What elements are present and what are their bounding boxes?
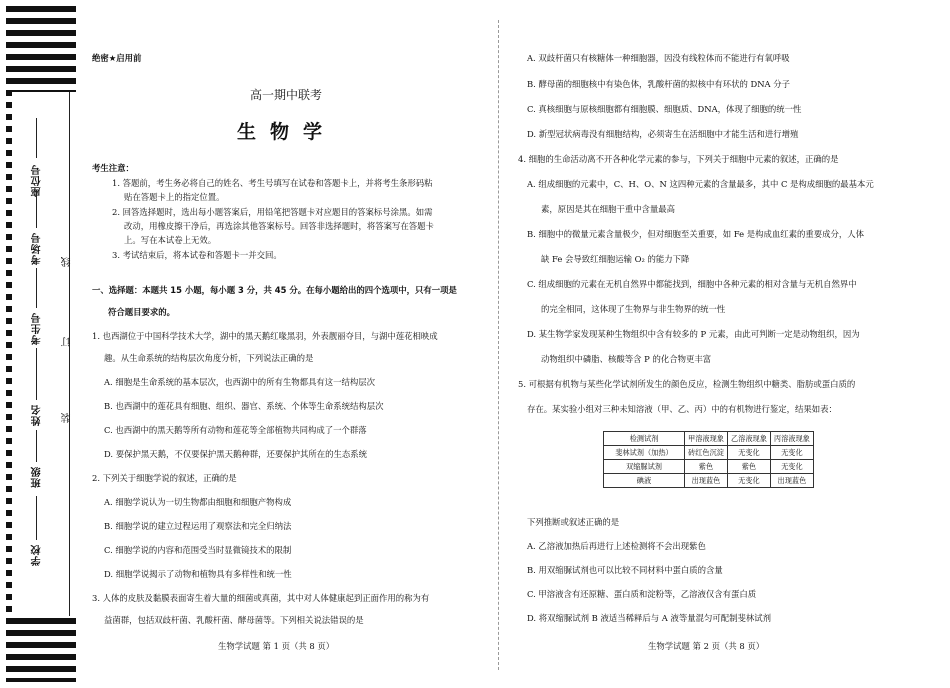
q4-option-d-cont: 动物组织中磷脂、核酸等含 P 的化合物更丰富 — [541, 354, 712, 364]
name-field — [36, 348, 37, 400]
bind-mark: 装 — [62, 412, 73, 423]
q1-option-d: D. 要保护黑天鹅，不仅要保护黑天鹅种群，还要保护其所在的生态系统 — [104, 449, 367, 459]
q1-stem-cont: 趣。从生命系统的结构层次角度分析，下列说法正确的是 — [104, 353, 314, 363]
section-heading-cont: 符合题目要求的。 — [108, 307, 175, 317]
experiment-table — [603, 431, 814, 488]
name-label: 姓名 — [32, 404, 43, 426]
table-header-cell: 甲溶液现象 — [685, 432, 728, 446]
school-field — [36, 496, 37, 540]
q5-option-d: D. 将双缩脲试剂 B 液适当稀释后与 A 液等量混匀可配制斐林试剂 — [527, 613, 771, 623]
q5-option-c: C. 甲溶液含有还原糖、蛋白质和淀粉等，乙溶液仅含有蛋白质 — [527, 589, 757, 599]
q4-option-a-cont: 素，原因是其在细胞干重中含量最高 — [541, 204, 675, 214]
table-cell: 出现蓝色 — [685, 474, 728, 488]
q3-stem-cont: 益菌群，包括双歧杆菌、乳酸杆菌、酵母菌等。下列相关说法错误的是 — [104, 615, 364, 625]
line-mark: 线 — [62, 256, 73, 267]
q3-stem: 3. 人体的皮肤及黏膜表面寄生着大量的细菌或真菌，其中对人体健康起到正面作用的称为有 — [92, 593, 430, 603]
table-cell: 无变化 — [727, 474, 770, 488]
class-label: 班级 — [32, 466, 43, 488]
subject-title: 生物学 — [237, 121, 337, 143]
table-cell: 紫色 — [727, 460, 770, 474]
table-cell: 出现蓝色 — [770, 474, 813, 488]
q3-option-c: C. 真核细胞与原核细胞都有细胞膜、细胞质、DNA，体现了细胞的统一性 — [527, 104, 802, 114]
q5-stem-cont: 存在。某实验小组对三种未知溶液（甲、乙、丙）中的有机物进行鉴定，结果如表： — [527, 404, 837, 414]
table-cell: 紫色 — [685, 460, 728, 474]
q4-option-c: C. 组成细胞的元素在无机自然界中都能找到，细胞中各种元素的相对含量与无机自然界中 — [527, 279, 857, 289]
q2-option-c: C. 细胞学说的内容和范围受当时显微镜技术的限制 — [104, 545, 292, 555]
table-cell: 无变化 — [770, 460, 813, 474]
table-cell: 无变化 — [727, 446, 770, 460]
table-cell: 斐林试剂（加热） — [604, 446, 685, 460]
q4-option-a: A. 组成细胞的元素中，C、H、O、N 这四种元素的含量最多，其中 C 是构成细胞的最基本元 — [527, 179, 874, 189]
footer-right: 生物学试题 第 2 页（共 8 页） — [648, 641, 765, 651]
q5-option-b: B. 用双缩脲试剂也可以比较不同材料中蛋白质的含量 — [527, 565, 723, 575]
seat-field — [36, 118, 37, 158]
exam-title: 高一期中联考 — [250, 88, 323, 102]
table-header-cell: 乙溶液现象 — [727, 432, 770, 446]
exam-room-field — [36, 190, 37, 228]
note-line: 贴在答题卡上的指定位置。 — [124, 192, 225, 202]
note-line: 2. 回答选择题时，选出每小题答案后，用铅笔把答题卡对应题目的答案标号涂黑。如需 — [112, 207, 433, 217]
exam-room-label: 考场号 — [32, 232, 43, 265]
table-row — [604, 460, 814, 474]
table-header-cell: 丙溶液现象 — [770, 432, 813, 446]
section-heading: 一、选择题：本题共 15 小题，每小题 3 分，共 45 分。在每小题给出的四个选项中，只有一项是 — [92, 285, 457, 295]
q5-option-a: A. 乙溶液加热后再进行上述检测将不会出现紫色 — [527, 541, 706, 551]
table-header-cell: 检测试剂 — [604, 432, 685, 446]
order-mark: 订 — [62, 336, 73, 347]
notes-heading: 考生注意： — [92, 163, 134, 173]
binding-line — [69, 92, 70, 616]
q3-option-a: A. 双歧杆菌只有核糖体一种细胞器，因没有线粒体而不能进行有氧呼吸 — [527, 53, 790, 63]
q1-option-c: C. 也西湖中的黑天鹅等所有动物和莲花等全部植物共同构成了一个群落 — [104, 425, 367, 435]
q2-option-d: D. 细胞学说揭示了动物和植物具有多样性和统一性 — [104, 569, 292, 579]
note-line: 上。写在本试卷上无效。 — [124, 235, 217, 245]
q3-option-d: D. 新型冠状病毒没有细胞结构，必须寄生在活细胞中才能生活和进行增殖 — [527, 129, 799, 139]
q4-stem: 4. 细胞的生命活动离不开各种化学元素的参与，下列关于细胞中元素的叙述，正确的是 — [518, 154, 839, 164]
q2-stem: 2. 下列关于细胞学说的叙述，正确的是 — [92, 473, 237, 483]
note-line: 改动，用橡皮擦干净后，再选涂其他答案标号。回答非选择题时，将答案写在答题卡 — [124, 221, 434, 231]
note-line: 1. 答题前，考生务必将自己的姓名、考生号填写在试卷和答题卡上，并将考生条形码粘 — [112, 178, 433, 188]
q2-option-b: B. 细胞学说的建立过程运用了观察法和完全归纳法 — [104, 521, 292, 531]
page-divider — [498, 20, 499, 670]
table-row — [604, 446, 814, 460]
exam-no-label: 考生号 — [32, 312, 43, 345]
exam-no-field — [36, 268, 37, 308]
q2-option-a: A. 细胞学说认为一切生物都由细胞和细胞产物构成 — [104, 497, 292, 507]
q5-stem: 5. 可根据有机物与某些化学试剂所发生的颜色反应，检测生物组织中糖类、脂肪或蛋白质的 — [518, 379, 856, 389]
q4-option-c-cont: 的完全相同，这体现了生物界与非生物界的统一性 — [541, 304, 726, 314]
table-cell: 碘液 — [604, 474, 685, 488]
table-header-row — [604, 432, 814, 446]
school-label: 学校 — [32, 544, 43, 566]
footer-left: 生物学试题 第 1 页（共 8 页） — [218, 641, 335, 651]
table-cell: 无变化 — [770, 446, 813, 460]
q4-option-b: B. 细胞中的微量元素含量极少，但对细胞至关重要，如 Fe 是构成血红素的重要成分，人体 — [527, 229, 864, 239]
q4-option-b-cont: 缺 Fe 会导致红细胞运输 O₂ 的能力下降 — [541, 254, 690, 264]
secret-label: 绝密★启用前 — [92, 53, 142, 63]
q1-stem: 1. 也西湖位于中国科学技术大学，湖中的黑天鹅红喙黑羽，外表靓丽夺目，与湖中莲花相映成 — [92, 331, 438, 341]
q3-option-b: B. 酵母菌的细胞核中有染色体，乳酸杆菌的拟核中有环状的 DNA 分子 — [527, 79, 791, 89]
q4-option-d: D. 某生物学家发现某种生物组织中含有较多的 P 元素，由此可判断一定是动物组织，因为 — [527, 329, 860, 339]
table-row — [604, 474, 814, 488]
seat-label: 座位号 — [32, 164, 43, 197]
q1-option-b: B. 也西湖中的莲花具有细胞、组织、器官、系统、个体等生命系统结构层次 — [104, 401, 384, 411]
q5-after: 下列推断或叙述正确的是 — [527, 517, 620, 527]
table-cell: 砖红色沉淀 — [685, 446, 728, 460]
table-cell: 双缩脲试剂 — [604, 460, 685, 474]
q1-option-a: A. 细胞是生命系统的基本层次，也西湖中的所有生物都具有这一结构层次 — [104, 377, 375, 387]
class-field — [36, 430, 37, 462]
note-line: 3. 考试结束后，将本试卷和答题卡一并交回。 — [112, 250, 282, 260]
